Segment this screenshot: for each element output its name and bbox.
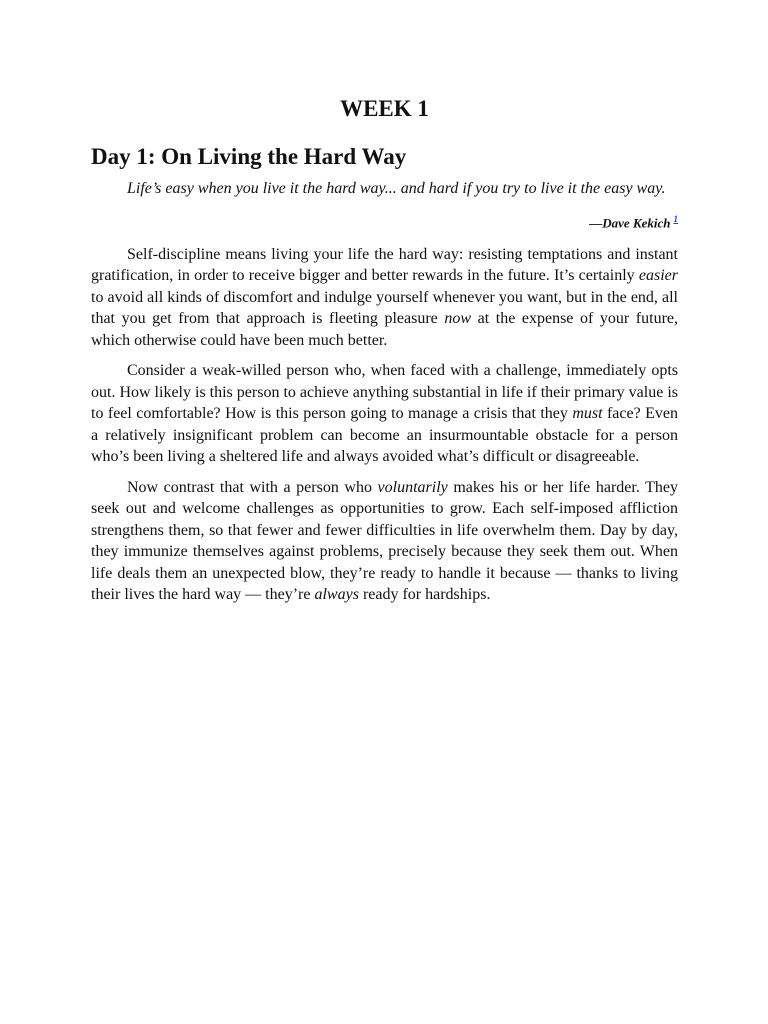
paragraph-text: to avoid all kinds of discomfort and indulge yourself whenever you want, but in the end, all that you get from that approach is fleeting pleasure xyxy=(91,288,678,328)
emphasis-text: easier xyxy=(638,267,678,285)
paragraph-text: makes his or her life harder. They seek out and welcome challenges as opportunities to grow. Each self-imposed affliction strengthens them, so that fewer and fewer difficulties in life overwhelm them. Day by day, they immunize themselves against problems, precisely because they seek them out. When life deals them an unexpected blow, they’re ready to handle it because — thanks to living their lives the hard way — they’re xyxy=(91,478,678,604)
paragraph-text: face? Even a relatively insignificant problem can become an insurmountable obstacle for a person who’s been living a sheltered life and always avoided what’s difficult or disagreeable. xyxy=(91,405,678,466)
paragraph-text: ready for hardships. xyxy=(358,586,491,604)
paragraph-text: Now contrast that with a person who xyxy=(127,478,378,496)
body-paragraph-2 xyxy=(91,360,678,468)
emphasis-text: must xyxy=(572,405,603,423)
epigraph-quote: Life’s easy when you live it the hard way... and hard if you try to live it the easy way. xyxy=(127,180,666,197)
paragraph-text: Consider a weak-willed person who, when faced with a challenge, immediately opts out. How likely is this person to achieve anything substantial in life if their primary value is to feel comfortable? How is this person going to manage a crisis that they xyxy=(91,362,678,423)
footnote-link[interactable]: 1 xyxy=(673,213,678,224)
emphasis-text: always xyxy=(314,586,359,604)
quote-attribution xyxy=(91,210,678,232)
emphasis-text: voluntarily xyxy=(377,478,448,496)
emphasis-text: now xyxy=(444,310,472,328)
paragraph-text: at the expense of your future, which otherwise could have been much better. xyxy=(91,310,679,349)
week-heading: WEEK 1 xyxy=(340,96,429,121)
attribution-author: —Dave Kekich xyxy=(589,214,671,230)
paragraph-text: Self-discipline means living your life the hard way: resisting temptations and instant gratification, in order to receive bigger and better rewards in the future. It’s certainly xyxy=(91,245,678,285)
day-heading: Day 1: On Living the Hard Way xyxy=(91,144,407,169)
body-paragraph-3 xyxy=(91,477,678,606)
body-paragraph-1 xyxy=(91,244,678,352)
